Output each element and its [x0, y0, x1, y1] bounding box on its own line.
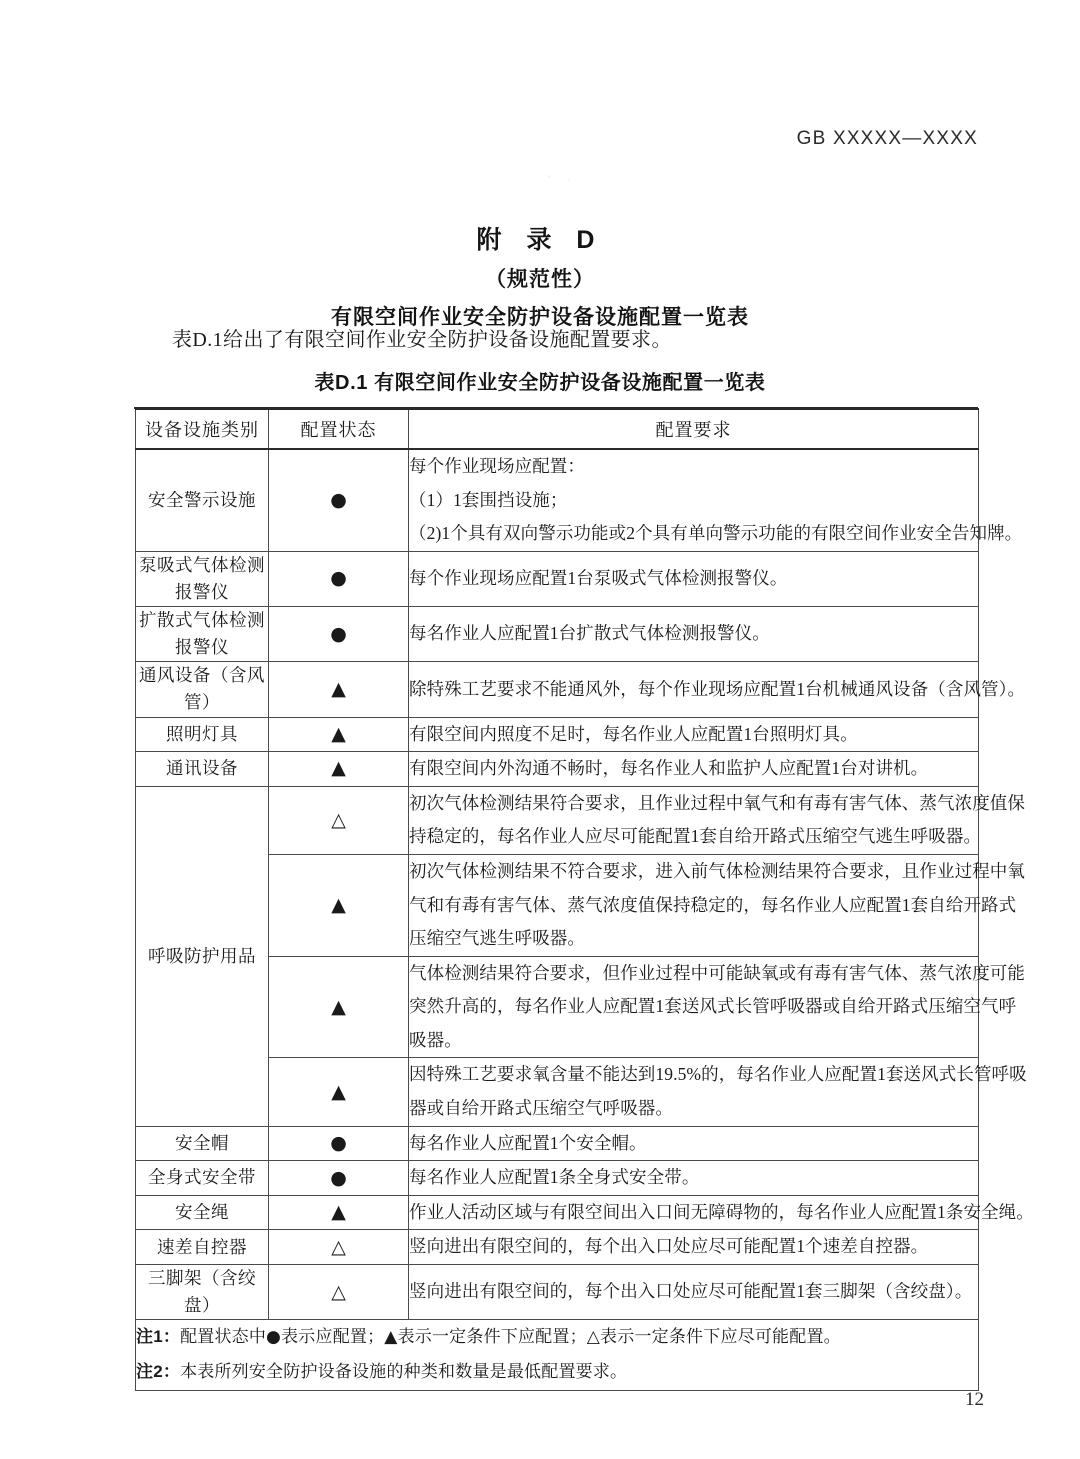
annex-kind: （规范性）: [485, 267, 595, 291]
status-symbol-cell: ▲: [269, 956, 409, 1058]
requirement-cell: [409, 662, 1026, 717]
requirement-cell: [409, 607, 979, 662]
requirement-line: 除特殊工艺要求不能通风外，每个作业现场应配置1台机械通风设备（含风管）。: [409, 678, 1026, 699]
status-symbol-cell: ●: [269, 1126, 409, 1161]
requirement-line: 器或自给开路式压缩空气呼吸器。: [409, 1098, 673, 1119]
requirement-line: 每个作业现场应配置：: [409, 456, 585, 476]
table-row: [136, 717, 979, 752]
requirement-line: 气体检测结果符合要求，但作业过程中可能缺氧或有毒有害气体、蒸气浓度可能: [409, 962, 1025, 983]
table-row: [136, 551, 979, 606]
status-symbol-cell: ●: [269, 449, 409, 551]
status-symbol-cell: ▲: [269, 662, 409, 717]
requirement-cell: [409, 786, 1025, 854]
status-symbol-cell: ▲: [269, 752, 409, 787]
status-symbol-cell: ●: [269, 1161, 409, 1196]
requirement-line: （1）1套围挡设施；: [409, 489, 568, 510]
requirement-line: 有限空间内外沟通不畅时，每名作业人和监护人应配置1台对讲机。: [409, 758, 929, 779]
category-cell: 全身式安全带: [136, 1161, 269, 1196]
annex-intro-text: 表D.1给出了有限空间作业安全防护设备设施配置要求。: [172, 329, 672, 351]
requirement-line: 竖向进出有限空间的，每个出入口处应尽可能配置1套三脚架（含绞盘）。: [409, 1281, 973, 1302]
category-cell: 照明灯具: [136, 717, 269, 752]
status-symbol-cell: ●: [269, 551, 409, 606]
category-cell: 安全帽: [136, 1126, 269, 1161]
status-symbol-cell: △: [269, 786, 409, 854]
requirement-line: 吸器。: [409, 1029, 462, 1050]
scan-artifact: [540, 170, 586, 186]
page-number: 12: [965, 1389, 984, 1410]
requirement-cell: [409, 752, 979, 787]
column-header-category: 设备设施类别: [136, 409, 269, 449]
requirement-line: 每个作业现场应配置1台泵吸式气体检测报警仪。: [409, 568, 788, 589]
table-note-label: 注1：: [136, 1327, 181, 1347]
config-table: [135, 408, 1034, 1391]
category-cell: 呼吸防护用品: [136, 786, 269, 1126]
table-row: [136, 1265, 979, 1320]
status-symbol-cell: ▲: [269, 854, 409, 956]
requirement-cell: [409, 717, 979, 752]
category-cell: 通风设备（含风管）: [136, 662, 269, 717]
annex-heading-block: [0, 222, 1080, 338]
column-header-requirement: 配置要求: [409, 409, 979, 449]
table-header-row: [136, 409, 979, 449]
table-row: [136, 1161, 979, 1196]
requirement-line: 初次气体检测结果不符合要求，进入前气体检测结果符合要求，且作业过程中氧: [409, 860, 1025, 881]
standard-code-header: GB XXXXX—XXXX: [796, 128, 978, 149]
category-cell: 安全警示设施: [136, 449, 269, 551]
requirement-line: 持稳定的，每名作业人应尽可能配置1套自给开路式压缩空气逃生呼吸器。: [409, 826, 982, 847]
table-notes-cell: [136, 1320, 979, 1391]
requirement-cell: [409, 551, 979, 606]
table-note: [136, 1320, 978, 1355]
requirement-line: 有限空间内照度不足时，每名作业人应配置1台照明灯具。: [409, 723, 858, 744]
table-notes-row: [136, 1320, 979, 1391]
category-cell: 扩散式气体检测报警仪: [136, 607, 269, 662]
requirement-line: 作业人活动区域与有限空间出入口间无障碍物的，每名作业人应配置1条安全绳。: [409, 1201, 1034, 1222]
category-cell: 速差自控器: [136, 1230, 269, 1265]
requirement-line: 竖向进出有限空间的，每个出入口处应尽可能配置1个速差自控器。: [409, 1236, 929, 1257]
table-row: [136, 752, 979, 787]
table-header: [136, 409, 979, 449]
table-note-text: 配置状态中●表示应配置；▲表示一定条件下应配置；△表示一定条件下应尽可能配置。: [180, 1327, 841, 1348]
requirement-line: 每名作业人应配置1台扩散式气体检测报警仪。: [409, 623, 770, 644]
table-note-label: 注2：: [136, 1362, 181, 1382]
table-row: [136, 1126, 979, 1161]
requirement-cell: [409, 449, 1023, 551]
requirement-line: 每名作业人应配置1个安全帽。: [409, 1132, 647, 1153]
requirement-cell: [409, 1058, 1027, 1126]
table-body: [136, 449, 1034, 1390]
annex-title: 有限空间作业安全防护设备设施配置一览表: [331, 306, 749, 330]
status-symbol-cell: ▲: [269, 1195, 409, 1230]
column-header-status: 配置状态: [269, 409, 409, 449]
table-row: [136, 607, 979, 662]
status-symbol-cell: △: [269, 1230, 409, 1265]
table-row: [136, 1230, 979, 1265]
table-caption: 表D.1 有限空间作业安全防护设备设施配置一览表: [314, 372, 766, 394]
requirement-line: 气和有毒有害气体、蒸气浓度值保持稳定的，每名作业人应配置1套自给开路式: [409, 894, 1017, 915]
status-symbol-cell: △: [269, 1265, 409, 1320]
table-note: [136, 1355, 978, 1390]
requirement-line: （2)1个具有双向警示功能或2个具有单向警示功能的有限空间作业安全告知牌。: [409, 523, 1023, 544]
requirement-line: 因特殊工艺要求氧含量不能达到19.5%的，每名作业人应配置1套送风式长管呼吸: [409, 1064, 1027, 1085]
requirement-line: 初次气体检测结果符合要求，且作业过程中氧气和有毒有害气体、蒸气浓度值保: [409, 792, 1025, 813]
table-row: [136, 1195, 979, 1230]
status-symbol-cell: ▲: [269, 1058, 409, 1126]
status-symbol-cell: ▲: [269, 717, 409, 752]
category-cell: 安全绳: [136, 1195, 269, 1230]
requirement-cell: [409, 1126, 979, 1161]
category-cell: 三脚架（含绞盘）: [136, 1265, 269, 1320]
table-note-text: 本表所列安全防护设备设施的种类和数量是最低配置要求。: [180, 1362, 628, 1383]
table-row: [136, 786, 979, 854]
requirement-cell: [409, 1195, 1034, 1230]
table-row: [136, 662, 979, 717]
category-cell: 泵吸式气体检测报警仪: [136, 551, 269, 606]
category-cell: 通讯设备: [136, 752, 269, 787]
requirement-line: 压缩空气逃生呼吸器。: [409, 928, 585, 949]
requirement-cell: [409, 1230, 979, 1265]
requirement-cell: [409, 1161, 979, 1196]
annex-label: 附 录 D: [476, 226, 604, 254]
table-row: [136, 449, 979, 551]
requirement-cell: [409, 1265, 979, 1320]
requirement-line: 突然升高的，每名作业人应配置1套送风式长管呼吸器或自给开路式压缩空气呼: [409, 996, 1017, 1017]
requirement-line: 每名作业人应配置1条全身式安全带。: [409, 1167, 700, 1188]
config-table-wrapper: [135, 408, 1034, 1391]
requirement-cell: [409, 956, 1025, 1058]
status-symbol-cell: ●: [269, 607, 409, 662]
requirement-cell: [409, 854, 1025, 956]
